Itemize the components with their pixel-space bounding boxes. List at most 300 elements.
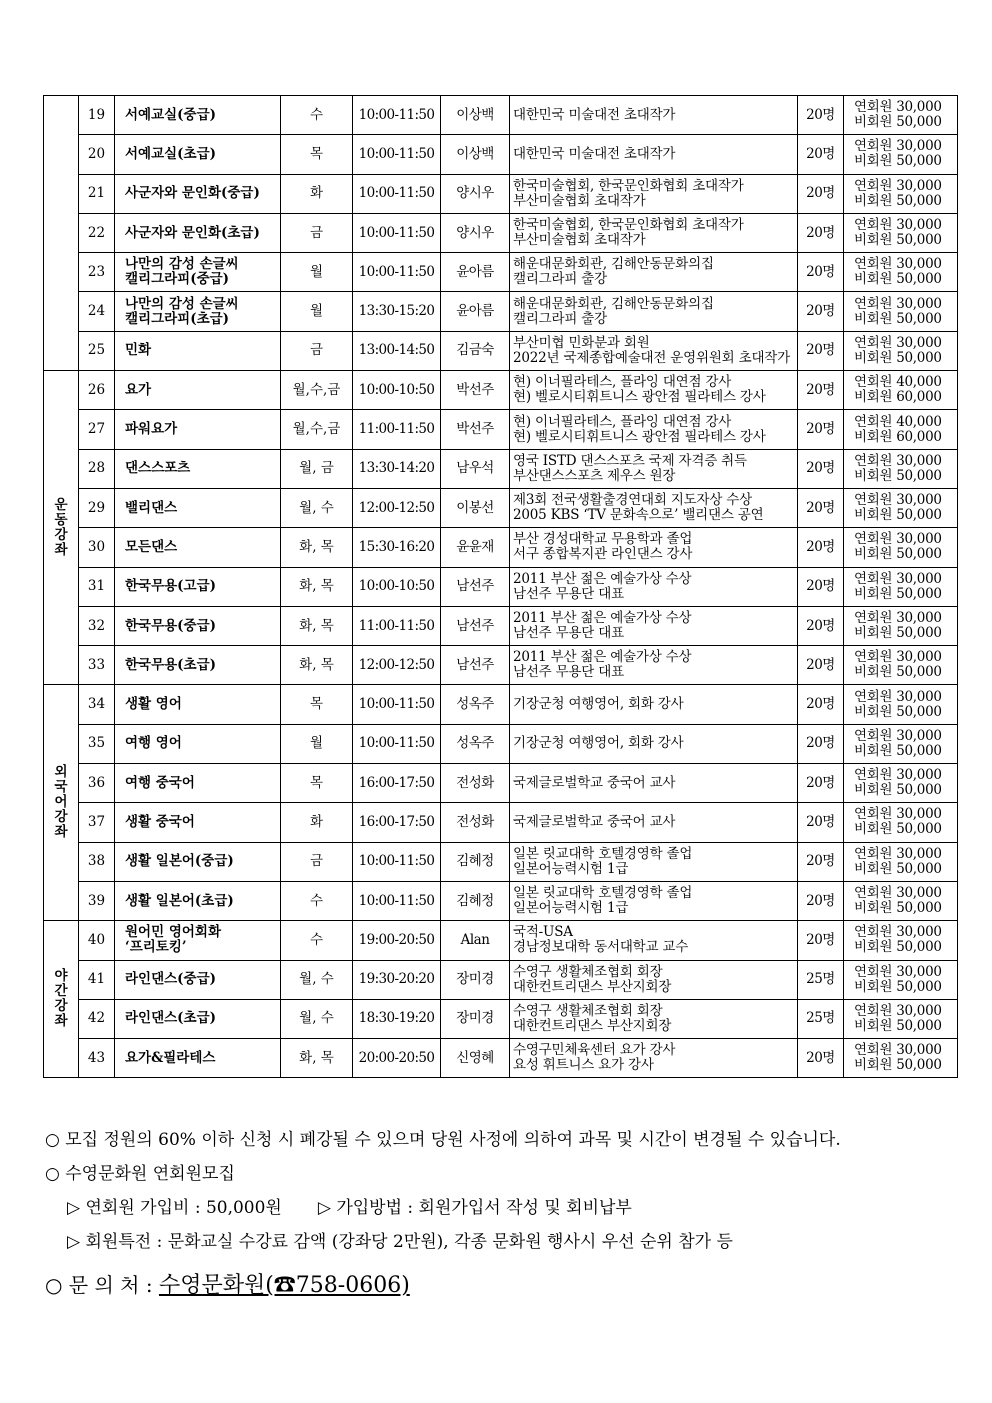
course-capacity: 20명 <box>798 764 844 803</box>
course-fee <box>844 999 958 1038</box>
course-title-line: 나만의 감성 손글씨 <box>125 256 239 273</box>
instructor-career-line: 기장군청 여행영어, 회화 강사 <box>513 735 684 752</box>
course-day: 금 <box>281 842 353 881</box>
course-instructor: 전성화 <box>441 803 510 842</box>
instructor-career-line: 기장군청 여행영어, 회화 강사 <box>513 696 684 713</box>
table-row <box>44 764 958 803</box>
course-number: 31 <box>79 567 115 606</box>
course-capacity: 20명 <box>798 567 844 606</box>
course-title-line: 생활 영어 <box>125 696 182 713</box>
instructor-career-line: 국적-USA <box>513 924 573 941</box>
course-time: 15:30-16:20 <box>353 528 441 567</box>
course-fee-line: 연회원 30,000 <box>854 1042 942 1059</box>
course-day: 월, 수 <box>281 999 353 1038</box>
course-time: 20:00-20:50 <box>353 1039 441 1078</box>
instructor-career-line: 현) 이너필라테스, 플라잉 대연점 강사 <box>513 374 732 391</box>
course-day: 수 <box>281 921 353 960</box>
course-number: 21 <box>79 174 115 213</box>
instructor-career <box>510 606 798 645</box>
note-membership-benefits: ▷ 회원특전 : 문화교실 수강료 감액 (강좌당 2만원), 각종 문화원 행사시 우선 순위 참가 등 <box>67 1232 733 1252</box>
membership-fee: ▷ 연회원 가입비 : 50,000원 <box>67 1198 282 1218</box>
contact-org-phone: 수영문화원(☎758-0606) <box>158 1273 410 1298</box>
course-day: 목 <box>281 135 353 174</box>
course-number: 40 <box>79 921 115 960</box>
course-fee-line: 연회원 30,000 <box>854 688 942 705</box>
course-title <box>115 960 281 999</box>
course-day: 목 <box>281 764 353 803</box>
instructor-career <box>510 135 798 174</box>
instructor-career-line: 일본어능력시험 1급 <box>513 900 629 917</box>
course-title <box>115 764 281 803</box>
instructor-career <box>510 410 798 449</box>
course-capacity: 20명 <box>798 135 844 174</box>
course-fee <box>844 724 958 763</box>
course-instructor: 성옥주 <box>441 685 510 724</box>
instructor-career-line: 일본 릿교대학 호텔경영학 졸업 <box>513 845 693 862</box>
course-day: 수 <box>281 96 353 135</box>
instructor-career <box>510 764 798 803</box>
course-fee-line: 연회원 30,000 <box>854 217 942 234</box>
instructor-career-line: 부산미술협회 초대작가 <box>513 232 646 249</box>
course-instructor: 남선주 <box>441 646 510 685</box>
table-row <box>44 213 958 252</box>
course-title <box>115 1039 281 1078</box>
table-row <box>44 488 958 527</box>
course-fee-line: 비회원 50,000 <box>854 1057 942 1074</box>
instructor-career <box>510 213 798 252</box>
course-fee <box>844 528 958 567</box>
course-fee-line: 비회원 50,000 <box>854 703 942 720</box>
course-capacity: 20명 <box>798 488 844 527</box>
course-number: 20 <box>79 135 115 174</box>
course-title-line: 요가&필라테스 <box>125 1049 216 1066</box>
course-title-line: 나만의 감성 손글씨 <box>125 295 239 312</box>
course-instructor: 장미경 <box>441 960 510 999</box>
table-row <box>44 685 958 724</box>
course-fee-line: 비회원 50,000 <box>854 742 942 759</box>
course-day: 월, 금 <box>281 449 353 488</box>
course-day: 수 <box>281 881 353 920</box>
course-capacity: 20명 <box>798 685 844 724</box>
course-time: 10:00-11:50 <box>353 213 441 252</box>
course-fee-line: 비회원 50,000 <box>854 507 942 524</box>
course-title-line: 한국무용(중급) <box>125 617 217 634</box>
course-fee-line: 비회원 50,000 <box>854 585 942 602</box>
table-row <box>44 449 958 488</box>
course-time: 10:00-11:50 <box>353 96 441 135</box>
instructor-career-line: 2011 부산 젊은 예술가상 수상 <box>513 570 692 587</box>
course-capacity: 20명 <box>798 606 844 645</box>
course-title-line: 캘리그라피(중급) <box>125 271 230 288</box>
course-number: 37 <box>79 803 115 842</box>
course-number: 23 <box>79 253 115 292</box>
course-number: 28 <box>79 449 115 488</box>
course-title-line: 여행 영어 <box>125 735 182 752</box>
course-instructor: 박선주 <box>441 410 510 449</box>
course-fee-line: 연회원 30,000 <box>854 806 942 823</box>
instructor-career <box>510 646 798 685</box>
instructor-career-line: 2011 부산 젊은 예술가상 수상 <box>513 649 692 666</box>
course-fee <box>844 96 958 135</box>
course-fee <box>844 292 958 331</box>
course-fee-line: 연회원 30,000 <box>854 334 942 351</box>
course-time: 10:00-11:50 <box>353 253 441 292</box>
course-capacity: 20명 <box>798 921 844 960</box>
course-capacity: 20명 <box>798 96 844 135</box>
course-fee <box>844 253 958 292</box>
course-number: 42 <box>79 999 115 1038</box>
instructor-career <box>510 842 798 881</box>
course-fee <box>844 803 958 842</box>
course-capacity: 20명 <box>798 646 844 685</box>
instructor-career <box>510 371 798 410</box>
instructor-career-line: 부산미협 민화분과 회원 <box>513 334 650 351</box>
table-row <box>44 842 958 881</box>
instructor-career-line: 남선주 무용단 대표 <box>513 664 624 681</box>
instructor-career <box>510 999 798 1038</box>
course-fee-line: 비회원 50,000 <box>854 860 942 877</box>
course-fee <box>844 685 958 724</box>
note-closing-policy: ○ 모집 정원의 60% 이하 신청 시 폐강될 수 있으며 당원 사정에 의하여 과목 및 시간이 변경될 수 있습니다. <box>45 1130 841 1150</box>
table-row <box>44 1039 958 1078</box>
course-instructor: 이상백 <box>441 135 510 174</box>
table-row <box>44 803 958 842</box>
instructor-career-line: 국제글로벌학교 중국어 교사 <box>513 774 676 791</box>
course-fee <box>844 410 958 449</box>
course-instructor: 전성화 <box>441 764 510 803</box>
course-title-line: 모든댄스 <box>125 538 178 555</box>
instructor-career <box>510 685 798 724</box>
instructor-career <box>510 881 798 920</box>
course-number: 36 <box>79 764 115 803</box>
course-capacity: 20명 <box>798 1039 844 1078</box>
course-number: 43 <box>79 1039 115 1078</box>
course-instructor: 김혜정 <box>441 881 510 920</box>
course-title-line: 라인댄스(초급) <box>125 1010 217 1027</box>
course-title-line: 사군자와 문인화(중급) <box>125 185 260 202</box>
instructor-career <box>510 253 798 292</box>
course-fee-line: 비회원 50,000 <box>854 153 942 170</box>
instructor-career-line: 2022년 국제종합예술대전 운영위원회 초대작가 <box>513 349 790 366</box>
category-label: 운동강좌 <box>54 496 68 558</box>
course-title <box>115 842 281 881</box>
course-number: 22 <box>79 213 115 252</box>
course-title <box>115 213 281 252</box>
instructor-career-line: 부산 경성대학교 무용학과 졸업 <box>513 531 693 548</box>
course-day: 월, 수 <box>281 960 353 999</box>
contact <box>45 1268 410 1303</box>
course-number: 30 <box>79 528 115 567</box>
instructor-career <box>510 960 798 999</box>
course-day: 금 <box>281 331 353 370</box>
course-fee <box>844 606 958 645</box>
course-title-line: 여행 중국어 <box>125 774 195 791</box>
course-fee-line: 비회원 50,000 <box>854 939 942 956</box>
course-fee-line: 연회원 30,000 <box>854 138 942 155</box>
course-fee-line: 연회원 30,000 <box>854 727 942 744</box>
instructor-career-line: 제3회 전국생활출경연대회 지도자상 수상 <box>513 492 752 509</box>
course-time: 10:00-10:50 <box>353 567 441 606</box>
instructor-career <box>510 96 798 135</box>
course-fee <box>844 135 958 174</box>
course-title-line: 한국무용(고급) <box>125 578 217 595</box>
course-instructor: 이상백 <box>441 96 510 135</box>
course-capacity: 20명 <box>798 449 844 488</box>
instructor-career <box>510 449 798 488</box>
instructor-career-line: 대한컨트리댄스 부산지회장 <box>513 1017 672 1034</box>
course-time: 10:00-10:50 <box>353 371 441 410</box>
instructor-career-line: 부산미술협회 초대작가 <box>513 192 646 209</box>
table-row <box>44 881 958 920</box>
course-fee-line: 연회원 30,000 <box>854 492 942 509</box>
course-capacity: 20명 <box>798 331 844 370</box>
course-fee-line: 비회원 50,000 <box>854 900 942 917</box>
instructor-career-line: 한국미술협회, 한국문인화협회 초대작가 <box>513 177 744 194</box>
course-time: 12:00-12:50 <box>353 646 441 685</box>
course-fee-line: 비회원 50,000 <box>854 546 942 563</box>
course-fee-line: 비회원 50,000 <box>854 664 942 681</box>
instructor-career-line: 대한민국 미술대전 초대작가 <box>513 106 676 123</box>
course-fee <box>844 567 958 606</box>
instructor-career-line: 서구 종합복지관 라인댄스 강사 <box>513 546 693 563</box>
course-time: 16:00-17:50 <box>353 764 441 803</box>
course-instructor: Alan <box>441 921 510 960</box>
course-fee-line: 비회원 50,000 <box>854 467 942 484</box>
instructor-career-line: 현) 벨로시티휘트니스 광안점 필라테스 강사 <box>513 428 766 445</box>
course-fee-line: 연회원 30,000 <box>854 99 942 116</box>
course-title-line: ‘프리토킹’ <box>125 939 187 956</box>
course-fee-line: 비회원 50,000 <box>854 1017 942 1034</box>
course-day: 화 <box>281 174 353 213</box>
course-fee-line: 비회원 50,000 <box>854 114 942 131</box>
instructor-career-line: 2005 KBS ‘TV 문화속으로’ 밸리댄스 공연 <box>513 507 764 524</box>
course-time: 19:00-20:50 <box>353 921 441 960</box>
course-fee-line: 연회원 30,000 <box>854 845 942 862</box>
instructor-career-line: 2011 부산 젊은 예술가상 수상 <box>513 610 692 626</box>
course-table <box>43 95 958 1078</box>
course-fee <box>844 1039 958 1078</box>
course-title-line: 서예교실(초급) <box>125 145 217 162</box>
course-title <box>115 253 281 292</box>
course-capacity: 20명 <box>798 213 844 252</box>
course-fee <box>844 449 958 488</box>
category-cell <box>44 685 79 921</box>
course-title <box>115 135 281 174</box>
category-cell <box>44 371 79 685</box>
course-instructor: 남선주 <box>441 567 510 606</box>
course-capacity: 20명 <box>798 724 844 763</box>
course-capacity: 25명 <box>798 999 844 1038</box>
contact-label: ○ 문 의 처 : <box>45 1273 153 1297</box>
course-title-line: 파워요가 <box>125 421 178 438</box>
instructor-career <box>510 528 798 567</box>
course-instructor: 윤아름 <box>441 253 510 292</box>
course-number: 27 <box>79 410 115 449</box>
course-number: 19 <box>79 96 115 135</box>
instructor-career-line: 부산댄스스포츠 제우스 원장 <box>513 467 676 484</box>
course-capacity: 20명 <box>798 881 844 920</box>
instructor-career-line: 경남정보대학 동서대학교 교수 <box>513 939 689 956</box>
course-time: 18:30-19:20 <box>353 999 441 1038</box>
category-cell <box>44 96 79 371</box>
course-fee-line: 연회원 30,000 <box>854 885 942 902</box>
instructor-career <box>510 292 798 331</box>
instructor-career <box>510 488 798 527</box>
course-fee-line: 비회원 50,000 <box>854 821 942 838</box>
course-day: 화, 목 <box>281 528 353 567</box>
course-fee-line: 연회원 30,000 <box>854 177 942 194</box>
course-number: 39 <box>79 881 115 920</box>
instructor-career-line: 해운대문화회관, 김해안동문화의집 <box>513 295 714 312</box>
course-fee <box>844 646 958 685</box>
course-instructor: 양시우 <box>441 174 510 213</box>
course-time: 10:00-11:50 <box>353 685 441 724</box>
course-title <box>115 449 281 488</box>
course-instructor: 장미경 <box>441 999 510 1038</box>
course-fee-line: 연회원 30,000 <box>854 570 942 587</box>
course-day: 월,수,금 <box>281 371 353 410</box>
course-title <box>115 803 281 842</box>
course-instructor: 신영혜 <box>441 1039 510 1078</box>
course-capacity: 20명 <box>798 174 844 213</box>
course-instructor: 윤아름 <box>441 292 510 331</box>
course-title <box>115 96 281 135</box>
course-day: 월 <box>281 724 353 763</box>
table-row <box>44 724 958 763</box>
course-title <box>115 292 281 331</box>
course-title-line: 생활 일본어(초급) <box>125 892 234 909</box>
course-day: 목 <box>281 685 353 724</box>
course-fee-line: 연회원 30,000 <box>854 610 942 626</box>
course-title <box>115 646 281 685</box>
table-row <box>44 253 958 292</box>
course-fee-line: 비회원 50,000 <box>854 782 942 799</box>
course-fee-line: 비회원 50,000 <box>854 310 942 327</box>
course-day: 화, 목 <box>281 567 353 606</box>
course-time: 10:00-11:50 <box>353 724 441 763</box>
course-table-body <box>44 96 958 1078</box>
course-fee <box>844 842 958 881</box>
course-capacity: 20명 <box>798 371 844 410</box>
instructor-career <box>510 724 798 763</box>
course-fee-line: 비회원 50,000 <box>854 349 942 366</box>
course-fee-line: 연회원 40,000 <box>854 413 942 430</box>
course-capacity: 20명 <box>798 803 844 842</box>
course-fee-line: 비회원 60,000 <box>854 428 942 445</box>
course-instructor: 김혜정 <box>441 842 510 881</box>
course-fee <box>844 174 958 213</box>
course-number: 33 <box>79 646 115 685</box>
instructor-career-line: 영국 ISTD 댄스스포츠 국제 자격증 취득 <box>513 452 747 469</box>
course-title-line: 밸리댄스 <box>125 499 178 516</box>
category-cell <box>44 921 79 1078</box>
course-day: 월 <box>281 253 353 292</box>
course-capacity: 20명 <box>798 253 844 292</box>
course-fee-line: 비회원 50,000 <box>854 232 942 249</box>
course-title <box>115 528 281 567</box>
course-time: 10:00-11:50 <box>353 135 441 174</box>
course-time: 16:00-17:50 <box>353 803 441 842</box>
course-fee <box>844 331 958 370</box>
course-fee-line: 비회원 50,000 <box>854 625 942 641</box>
course-title-line: 한국무용(초급) <box>125 656 217 673</box>
instructor-career-line: 대한민국 미술대전 초대작가 <box>513 145 676 162</box>
course-fee-line: 연회원 30,000 <box>854 452 942 469</box>
course-title-line: 민화 <box>125 342 152 359</box>
instructor-career-line: 국제글로벌학교 중국어 교사 <box>513 813 676 830</box>
course-instructor: 성옥주 <box>441 724 510 763</box>
course-fee-line: 연회원 30,000 <box>854 1002 942 1019</box>
instructor-career-line: 캘리그라피 출강 <box>513 310 607 327</box>
instructor-career <box>510 174 798 213</box>
course-title <box>115 881 281 920</box>
instructor-career-line: 일본 릿교대학 호텔경영학 졸업 <box>513 885 693 902</box>
course-instructor: 김금숙 <box>441 331 510 370</box>
course-time: 13:00-14:50 <box>353 331 441 370</box>
course-day: 월, 수 <box>281 488 353 527</box>
course-number: 25 <box>79 331 115 370</box>
instructor-career-line: 현) 이너필라테스, 플라잉 대연점 강사 <box>513 413 732 430</box>
course-fee-line: 비회원 50,000 <box>854 192 942 209</box>
course-title <box>115 371 281 410</box>
course-day: 월 <box>281 292 353 331</box>
note-membership-heading: ○ 수영문화원 연회원모집 <box>45 1164 235 1184</box>
category-label: 야간강좌 <box>54 968 68 1030</box>
course-time: 13:30-15:20 <box>353 292 441 331</box>
instructor-career-line: 남선주 무용단 대표 <box>513 625 624 641</box>
course-title-line: 사군자와 문인화(초급) <box>125 224 260 241</box>
course-title <box>115 724 281 763</box>
course-fee <box>844 881 958 920</box>
instructor-career <box>510 1039 798 1078</box>
notes <box>45 1123 965 1259</box>
course-title <box>115 606 281 645</box>
course-title-line: 라인댄스(중급) <box>125 971 217 988</box>
course-fee-line: 연회원 30,000 <box>854 649 942 666</box>
course-instructor: 양시우 <box>441 213 510 252</box>
course-time: 10:00-11:50 <box>353 881 441 920</box>
table-row <box>44 135 958 174</box>
course-number: 34 <box>79 685 115 724</box>
course-time: 13:30-14:20 <box>353 449 441 488</box>
course-instructor: 남선주 <box>441 606 510 645</box>
course-time: 12:00-12:50 <box>353 488 441 527</box>
course-title-line: 원어민 영어회화 <box>125 924 221 941</box>
course-day: 화, 목 <box>281 1039 353 1078</box>
instructor-career <box>510 331 798 370</box>
course-title <box>115 174 281 213</box>
course-day: 화, 목 <box>281 646 353 685</box>
table-row <box>44 292 958 331</box>
instructor-career <box>510 567 798 606</box>
course-fee-line: 연회원 30,000 <box>854 531 942 548</box>
course-capacity: 25명 <box>798 960 844 999</box>
course-fee <box>844 213 958 252</box>
instructor-career-line: 대한컨트리댄스 부산지회장 <box>513 978 672 995</box>
course-capacity: 20명 <box>798 528 844 567</box>
membership-method: ▷ 가입방법 : 회원가입서 작성 및 회비납부 <box>317 1198 632 1218</box>
course-day: 화 <box>281 803 353 842</box>
instructor-career-line: 일본어능력시험 1급 <box>513 860 629 877</box>
instructor-career <box>510 921 798 960</box>
course-time: 10:00-11:50 <box>353 842 441 881</box>
course-capacity: 20명 <box>798 842 844 881</box>
course-time: 11:00-11:50 <box>353 410 441 449</box>
course-fee <box>844 371 958 410</box>
table-row <box>44 960 958 999</box>
instructor-career-line: 한국미술협회, 한국문인화협회 초대작가 <box>513 217 744 234</box>
table-row <box>44 646 958 685</box>
